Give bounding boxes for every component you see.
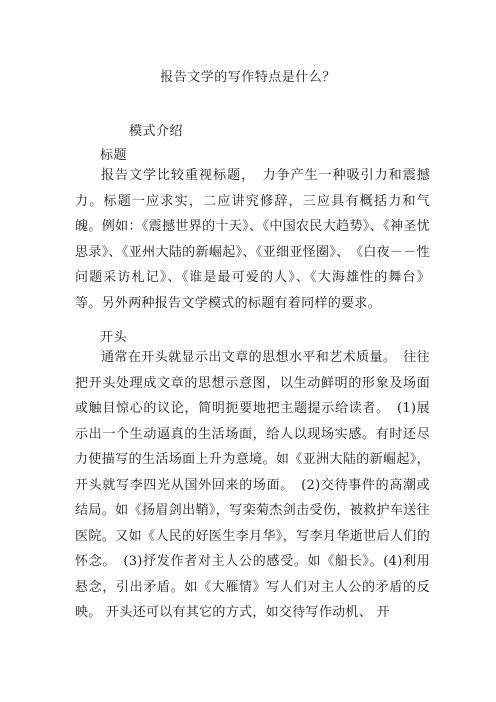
mode-intro-label: 模式介绍 <box>129 124 184 139</box>
section-body-opening: 通常在开头就显示出文章的思想水平和艺术质量。 往往把开头处理成文章的思想示意图，以生动鲜明的形象及场面或触目惊心的议论，简明扼要地把主题提示给读者。 (1)展示出一个生动逼真的生活场面，给人以现场实感。有时还尽力使描写的生活场面上升为意境。如《亚洲大陆的新崛起》，开头就写李四光从国外回来的场面。 (2)交待事件的高潮或结局。如《扬眉剑出鞘》，写栾菊杰剑击受伤，被救护车送往医院。又如《人民的好医生李月华》，写李月华逝世后人们的怀念。 (3)抒发作者对主人公的感受。如《船长》。(4)利用悬念，引出矛盾。如《大雁情》写人们对主人公的矛盾的反映。 开头还可以有其它的方式，如交待写作动机、 开 <box>75 350 430 620</box>
section-heading-title: 标题 <box>100 148 128 163</box>
section-body-title: 报告文学比较重视标题， 力争产生一种吸引力和震撼力。标题一应求实，二应讲究修辞，三应具有概括力和气魄。例如：《震撼世界的十天》、《中国农民大趋势》、《神圣忧思录》、《亚州大陆的新崛起》、《亚细亚怪圈》、 《白夜－－性问题采访札记》、《谁是最可爱的人》、《大海雄性的舞台》等。另外两种报告文学模式的标题有着同样的要求。 <box>75 168 430 311</box>
section-heading-opening: 开头 <box>100 330 128 345</box>
page-title: 报告文学的写作特点是什么？ <box>160 70 336 85</box>
